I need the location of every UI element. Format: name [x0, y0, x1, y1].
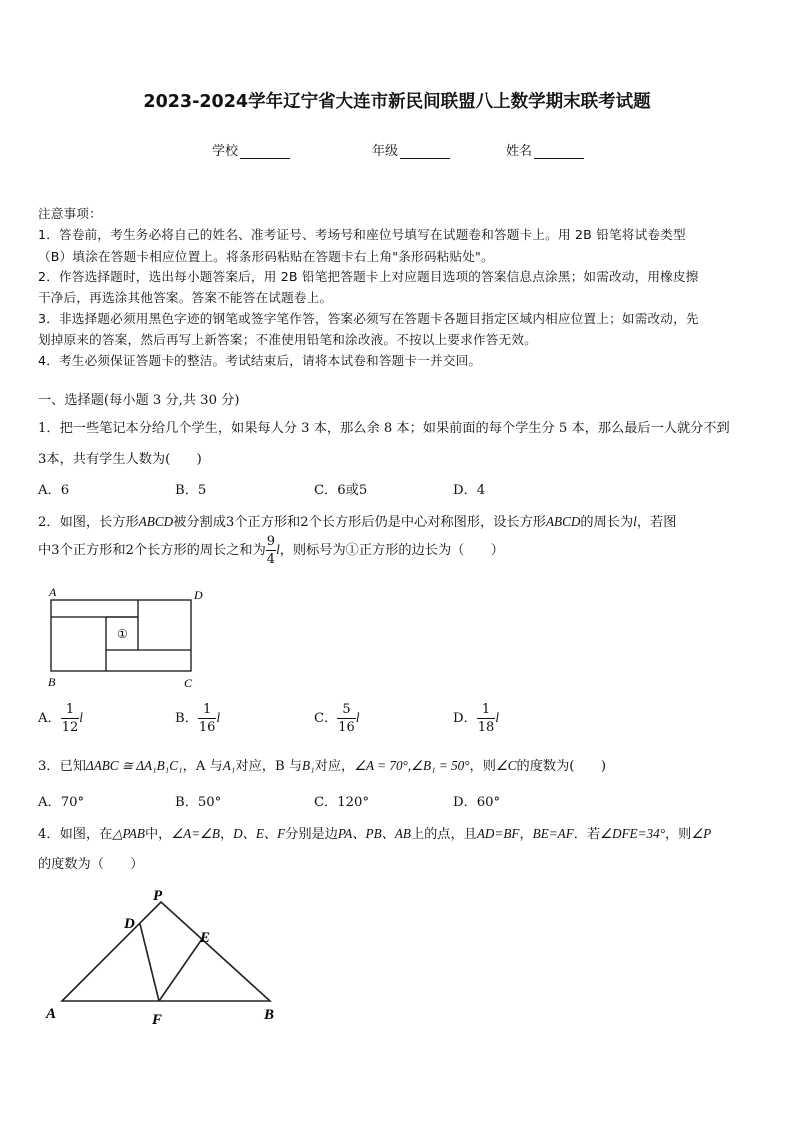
q3-option-a: A．70°	[38, 795, 85, 810]
q2-text: ，则标号为①正方形的边长为（ ）	[279, 543, 504, 558]
option-var-l: l	[79, 710, 83, 725]
school-field	[212, 140, 290, 159]
option-fraction	[477, 703, 496, 734]
option-label: D．	[453, 711, 477, 726]
fraction-numerator: 9	[266, 534, 276, 549]
option-var-l: l	[355, 710, 360, 725]
option-var-l: l	[216, 710, 221, 725]
q2-rectangle-figure	[40, 585, 220, 690]
vertex-c-label: C	[184, 676, 193, 690]
triangle-pab	[62, 902, 270, 1001]
fraction-denominator: 4	[266, 552, 276, 567]
q4-stem	[38, 823, 711, 842]
option-fraction	[198, 703, 217, 734]
q2-text: 中3个正方形和2个长方形的周长之和为	[38, 543, 266, 558]
q4-text: 中，	[144, 827, 172, 842]
fraction-denominator: 18	[477, 720, 495, 735]
q2-var-l: l	[276, 542, 280, 557]
q4-edges: PA、PB、AB	[337, 826, 411, 841]
q2-option-c	[314, 703, 360, 734]
q1-option-a: A．6	[38, 483, 70, 498]
q2-var-l: l	[633, 514, 637, 529]
fraction-denominator: 16	[338, 720, 355, 735]
q2-option-a	[38, 703, 83, 734]
q3-option-b: B．50°	[175, 795, 222, 810]
q4-stem: 的度数为（ ）	[38, 857, 144, 872]
square-1-label: ①	[117, 627, 128, 641]
notice-heading: 注意事项：	[38, 206, 102, 221]
q3-text: 对应，	[314, 759, 355, 774]
q4-triangle: △PAB	[112, 826, 145, 841]
fraction-numerator: 5	[342, 702, 351, 717]
grade-label: 年级	[372, 144, 399, 159]
option-fraction	[61, 703, 80, 734]
point-f-label: F	[152, 1012, 163, 1028]
vertex-p-label: P	[153, 888, 163, 904]
notice-line: 2．作答选择题时，选出每小题答案后，用 2B 铅笔把答题卡上对应题目选项的答案信息点涂黑；如需改动，用橡皮擦	[38, 269, 699, 284]
q4-text: ．若	[573, 827, 601, 842]
q2-text: 的周长为	[580, 515, 634, 530]
q4-equality: BE=AF	[532, 826, 574, 841]
q2-option-b	[175, 703, 220, 734]
q3-text: ，A 与	[182, 759, 223, 774]
q3-option-c: C．120°	[314, 795, 370, 810]
school-blank	[240, 145, 290, 159]
notice-line: 3．非选择题必须用黑色字迹的钢笔或签字笔作答，答案必须写在答题卡各题目指定区域内相应位置上；如需改动，先	[38, 311, 699, 326]
school-label: 学校	[212, 144, 239, 159]
q3-text: 对应，B 与	[235, 759, 303, 774]
grade-field	[372, 140, 450, 159]
segment-fe	[159, 939, 202, 1001]
fraction-numerator: 1	[203, 702, 212, 717]
q3-text: 的度数为( )	[516, 759, 606, 774]
name-label: 姓名	[506, 144, 533, 159]
q3-text: 3．已知	[38, 759, 86, 774]
q3-option-d: D．60°	[453, 795, 501, 810]
point-d-label: D	[124, 916, 135, 932]
notice-line: 干净后，再选涂其他答案。答案不能答在试题卷上。	[38, 290, 333, 305]
option-fraction	[337, 703, 356, 734]
q1-option-d: D．4	[453, 483, 486, 498]
q3-vertex: A₁	[222, 758, 236, 773]
q1-option-b: B．5	[175, 483, 207, 498]
q4-text: ，	[519, 827, 533, 842]
notice-line: 4．考生必须保证答题卡的整洁。考试结束后，请将本试卷和答题卡一并交回。	[38, 353, 482, 368]
q3-congruence: ΔABC ≅ ΔA₁B₁C₁	[85, 758, 183, 773]
q3-stem	[38, 755, 606, 774]
name-field	[506, 140, 584, 159]
notice-line: 1．答卷前，考生务必将自己的姓名、准考证号、考场号和座位号填写在试题卷和答题卡上。用 2B 铅笔将试卷类型	[38, 227, 686, 242]
notice-line: （B）填涂在答题卡相应位置上。将条形码粘贴在答题卡右上角"条形码粘贴处"。	[38, 249, 494, 264]
q4-text: 4．如图，在	[38, 827, 113, 842]
grade-blank	[400, 145, 450, 159]
q4-points: D、E、F	[233, 826, 286, 841]
q4-triangle-figure	[40, 888, 290, 1028]
q1-stem: 1．把一些笔记本分给几个学生，如果每人分 3 本，那么余 8 本；如果前面的每个学生分 5 本，那么最后一人就分不到	[38, 421, 730, 436]
q4-text: ，则	[664, 827, 692, 842]
q2-stem	[38, 511, 676, 530]
q2-rect-name: ABCD	[138, 514, 174, 529]
vertex-d-label: D	[194, 588, 203, 602]
option-label: C．	[314, 711, 338, 726]
q4-text: ，	[219, 827, 234, 842]
option-var-l: l	[495, 710, 499, 725]
vertex-b-label: B	[48, 675, 56, 689]
q4-angle-p: ∠P	[691, 826, 712, 841]
q3-vertex: B₁	[302, 758, 315, 773]
q4-condition: ∠A=∠B	[171, 826, 220, 841]
vertex-a-label: A	[49, 585, 57, 599]
vertex-b-label: B	[264, 1007, 275, 1023]
q2-rect-name: ABCD	[545, 514, 581, 529]
q2-text: ，若图	[636, 515, 677, 530]
q2-text: 2．如图，长方形	[38, 515, 139, 530]
fraction-denominator: 16	[198, 720, 216, 735]
fraction-numerator: 1	[65, 702, 75, 717]
q3-angles: ∠A = 70°,∠B₁ = 50°	[354, 758, 470, 773]
notice-line: 划掉原来的答案，然后再写上新答案；不准使用铅笔和涂改液。不按以上要求作答无效。	[38, 332, 537, 347]
name-blank	[534, 145, 584, 159]
q4-text: 分别是边	[285, 827, 338, 842]
q3-angle-c: ∠C	[495, 758, 517, 773]
q2-option-d	[453, 703, 499, 734]
segment-df	[140, 924, 159, 1001]
page-title: 2023-2024学年辽宁省大连市新民间联盟八上数学期末联考试题	[143, 92, 651, 112]
q3-text: ，则	[469, 759, 496, 774]
fraction-numerator: 1	[481, 702, 491, 717]
fraction-denominator: 12	[61, 720, 79, 735]
q1-stem: 3本，共有学生人数为( )	[38, 452, 202, 467]
q2-fraction	[266, 535, 276, 566]
section-heading: 一、选择题(每小题 3 分,共 30 分)	[38, 393, 240, 408]
q2-text: 被分割成3个正方形和2个长方形后仍是中心对称图形，设长方形	[173, 515, 546, 530]
point-e-label: E	[200, 930, 211, 946]
q4-angle: ∠DFE=34°	[600, 826, 665, 841]
q1-option-c: C．6或5	[314, 483, 368, 498]
q4-equality: AD=BF	[476, 826, 520, 841]
option-label: A．	[38, 711, 61, 726]
option-label: B．	[175, 711, 198, 726]
q2-stem	[38, 535, 504, 566]
q4-text: 上的点，且	[410, 827, 477, 842]
vertex-a-label: A	[46, 1006, 57, 1022]
